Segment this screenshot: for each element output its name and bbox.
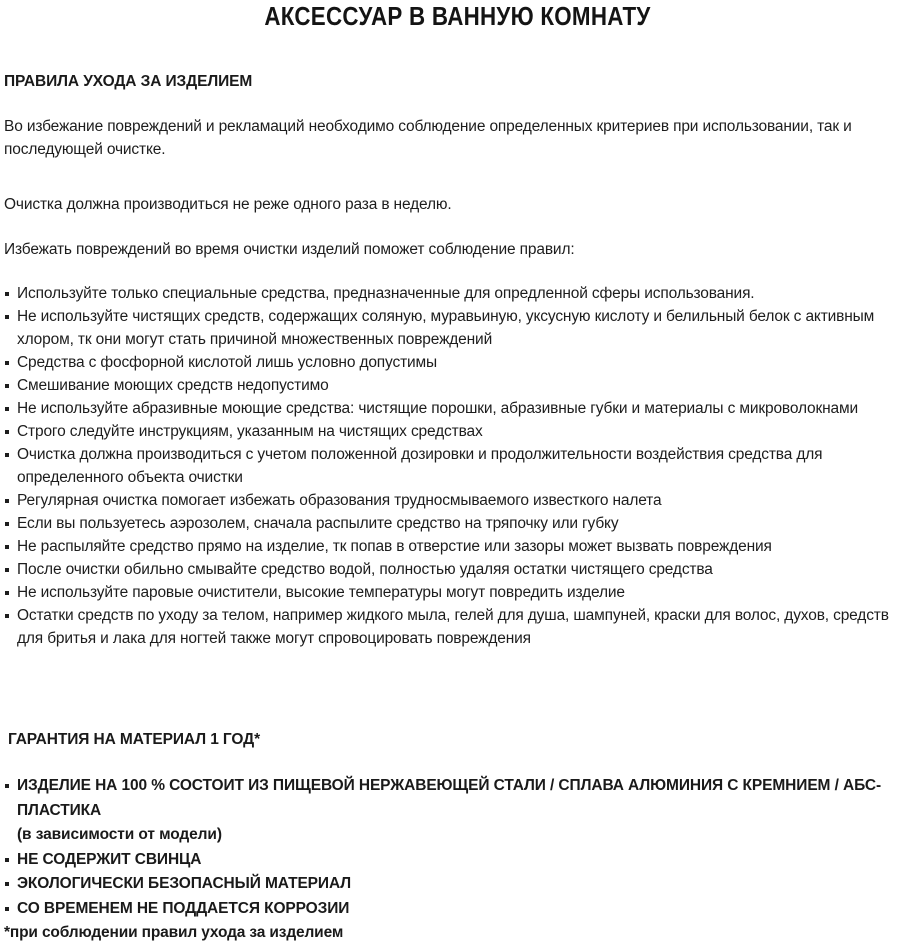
bullet-icon	[5, 882, 9, 886]
rule-text: Смешивание моющих средств недопустимо	[17, 377, 329, 394]
warranty-item-text	[17, 872, 911, 897]
bullet-icon	[5, 407, 9, 411]
warranty-item-note: (в зависимости от модели)	[17, 826, 222, 843]
list-item	[4, 604, 911, 650]
list-item	[4, 774, 911, 848]
rule-text: Средства с фосфорной кислотой лишь условно допустимы	[17, 354, 438, 371]
list-item	[4, 848, 911, 873]
list-item	[4, 420, 911, 443]
list-item	[4, 443, 911, 489]
list-item	[4, 282, 911, 305]
warranty-item-main: СО ВРЕМЕНЕМ НЕ ПОДДАЕТСЯ КОРРОЗИИ	[17, 899, 350, 917]
bullet-icon	[5, 591, 9, 595]
list-item	[4, 397, 911, 420]
warranty-item-text	[17, 848, 911, 873]
warranty-item-main: ЭКОЛОГИЧЕСКИ БЕЗОПАСНЫЙ МАТЕРИАЛ	[17, 875, 352, 892]
rule-text: Не распыляйте средство прямо на изделие, тк попав в отверстие или зазоры может вызвать повреждения	[17, 538, 772, 555]
rule-text: Регулярная очистка помогает избежать образования трудносмываемого известкого налета	[17, 492, 662, 509]
list-item	[4, 581, 911, 604]
list-item	[4, 374, 911, 397]
warranty-footnote: *при соблюдении правил ухода за изделием	[4, 924, 344, 941]
list-item	[4, 305, 911, 351]
list-item	[4, 351, 911, 374]
warranty-item-main: ИЗДЕЛИЕ НА 100 % СОСТОИТ ИЗ ПИЩЕВОЙ НЕРЖАВЕЮЩЕЙ СТАЛИ / СПЛАВА АЛЮМИНИЯ С КРЕМНИЕМ / АБС-ПЛАСТИКА	[17, 777, 882, 819]
page-title: АКСЕССУАР В ВАННУЮ КОМНАТУ	[264, 1, 651, 31]
bullet-icon	[5, 545, 9, 549]
bullet-icon	[5, 614, 9, 618]
list-item	[4, 558, 911, 581]
cleaning-frequency-paragraph: Очистка должна производиться не реже одного раза в неделю.	[4, 196, 452, 213]
care-intro-paragraph: Во избежание повреждений и рекламаций необходимо соблюдение определенных критериев при использовании, так и последующей очистке.	[4, 118, 852, 158]
bullet-icon	[5, 499, 9, 503]
bullet-icon	[5, 522, 9, 526]
rule-text: Не используйте абразивные моющие средства: чистящие порошки, абразивные губки и материалы с микроволокнами	[17, 400, 859, 417]
rule-text: Строго следуйте инструкциям, указанным на чистящих средствах	[17, 423, 483, 440]
rule-text: Не используйте чистящих средств, содержащих соляную, муравьиную, уксусную кислоту и белильный белок с активным хлором, тк они могут стать причиной множественных повреждений	[17, 308, 875, 348]
warranty-heading: ГАРАНТИЯ НА МАТЕРИАЛ 1 ГОД*	[8, 731, 261, 748]
bullet-icon	[5, 568, 9, 572]
list-item	[4, 872, 911, 897]
warranty-item-text	[17, 897, 911, 922]
warranty-item-text	[17, 774, 911, 848]
rule-text: Не используйте паровые очистители, высокие температуры могут повредить изделие	[17, 584, 625, 601]
rule-text: Если вы пользуетесь аэрозолем, сначала распылите средство на тряпочку или губку	[17, 515, 619, 532]
bullet-icon	[5, 430, 9, 434]
rule-text: Остатки средств по уходу за телом, например жидкого мыла, гелей для душа, шампуней, краски для волос, духов, средств для бритья и лака для ногтей также могут спровоцировать повреждения	[17, 607, 889, 647]
bullet-icon	[5, 315, 9, 319]
care-rules-list	[4, 282, 911, 650]
bullet-icon	[5, 784, 9, 788]
rule-text: После очистки обильно смывайте средство водой, полностью удаляя остатки чистящего средства	[17, 561, 713, 578]
rules-lead-in-paragraph: Избежать повреждений во время очистки изделий поможет соблюдение правил:	[4, 240, 575, 258]
list-item	[4, 489, 911, 512]
list-item	[4, 512, 911, 535]
warranty-features-list	[4, 774, 911, 921]
bullet-icon	[5, 907, 9, 911]
warranty-item-main: НЕ СОДЕРЖИТ СВИНЦА	[17, 850, 202, 868]
rule-text: Очистка должна производиться с учетом положенной дозировки и продолжительности воздействия средства для определенного объекта очистки	[17, 446, 823, 486]
list-item	[4, 535, 911, 558]
bullet-icon	[5, 292, 9, 296]
list-item	[4, 897, 911, 922]
rule-text: Используйте только специальные средства, предназначенные для опредленной сферы использования.	[17, 285, 755, 302]
bullet-icon	[5, 361, 9, 365]
bullet-icon	[5, 858, 9, 862]
bullet-icon	[5, 453, 9, 457]
bullet-icon	[5, 384, 9, 388]
care-rules-heading: ПРАВИЛА УХОДА ЗА ИЗДЕЛИЕМ	[4, 73, 253, 90]
